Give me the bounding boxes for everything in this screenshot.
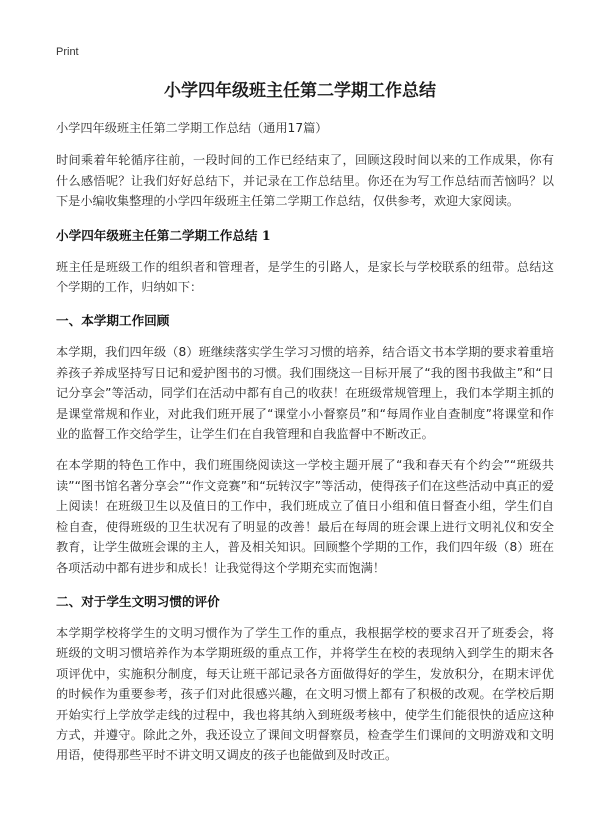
part-2-paragraph-1: 本学期学校将学生的文明习惯作为了学生工作的重点，我根据学校的要求召开了班委会，将班级的文明习惯培养作为本学期班级的重点工作，并将学生在校的表现纳入到学生的期末各项评优中，实施积分制度，每天让班干部记录各方面做得好的学生，发放积分，在期末评优的时候作为重要参考，孩子们对此很感兴趣，在文明习惯上都有了积极的改观。在学校后期开始实行上学放学走线的过程中，我也将其纳入到班级考核中，使学生们能很快的适应这种方式，并遵守。除此之外，我还设立了课间文明督察员，检查学生们课间的文明游戏和文明用语，使得那些平时不讲文明又调皮的孩子也能做到及时改正。 <box>56 625 554 763</box>
part-1-heading: 一、本学期工作回顾 <box>56 313 170 329</box>
document-body <box>56 118 554 777</box>
part-1-paragraph-1: 本学期，我们四年级（8）班继续落实学生学习习惯的培养，结合语文书本学期的要求着重培养孩子养成坚持写日记和爱护图书的习惯。我们围绕这一目标开展了“我的图书我做主”和“日记分享会”等活动，同学们在活动中都有自己的收获！在班级常规管理上，我们本学期主抓的是课堂常规和作业，对此我们班开展了“课堂小小督察员”和“每周作业自查制度”将课堂和作业的监督工作交给学生，让学生们在自我管理和自我监督中不断改正。 <box>56 345 554 442</box>
document-subtitle: 小学四年级班主任第二学期工作总结（通用17篇） <box>56 121 328 135</box>
section-1-heading: 小学四年级班主任第二学期工作总结 1 <box>56 227 271 243</box>
section-1-paragraph: 班主任是班级工作的组织者和管理者，是学生的引路人，是家长与学校联系的纽带。总结这个学期的工作，归纳如下： <box>56 259 554 295</box>
document-title: 小学四年级班主任第二学期工作总结 <box>164 81 436 101</box>
intro-paragraph: 时间乘着年轮循序往前，一段时间的工作已经结束了，回顾这段时间以来的工作成果，你有什么感悟呢？让我们好好总结下，并记录在工作总结里。你还在为写工作总结而苦恼吗？以下是小编收集整理的小学四年级班主任第二学期工作总结，仅供参考，欢迎大家阅读。 <box>56 153 554 209</box>
part-1-paragraph-2: 在本学期的特色工作中，我们班围绕阅读这一学校主题开展了“我和春天有个约会”“班级共读”“图书馆名著分享会”“作文竞赛”和“玩转汉字”等活动，使得孩子们在这些活动中真正的爱上阅读！在班级卫生以及值日的工作中，我们班成立了值日小组和值日督查小组，学生们自检自查，使得班级的卫生状况有了明显的改善！最后在每周的班会课上进行文明礼仪和安全教育，让学生做班会课的主人，普及相关知识。回顾整个学期的工作，我们四年级（8）班在各项活动中都有进步和成长！让我觉得这个学期充实而饱满！ <box>56 458 554 575</box>
print-link[interactable]: Print <box>56 46 79 58</box>
part-2-heading: 二、对于学生文明习惯的评价 <box>56 593 220 609</box>
